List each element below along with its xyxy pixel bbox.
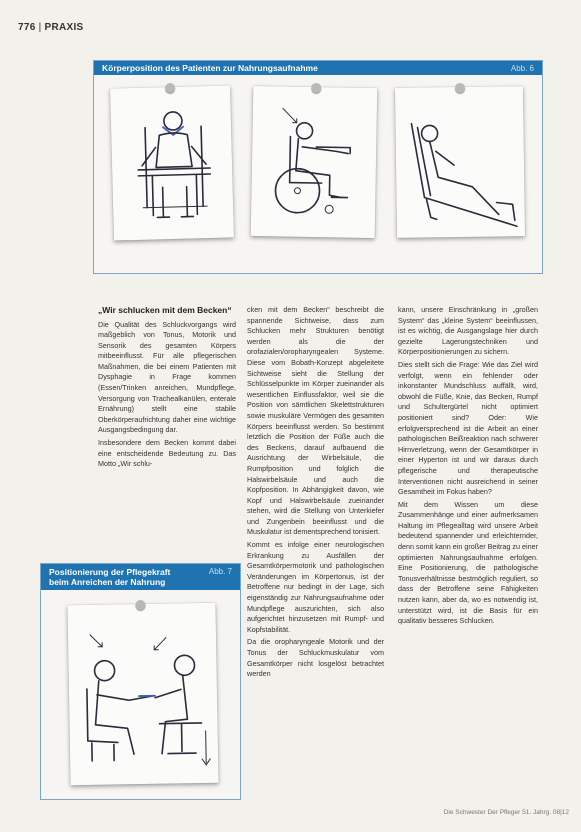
- feeding-illustration: [67, 603, 218, 786]
- paragraph: Da die oropharyngeale Motorik und der Tonus der Schluckmuskulatur vom Gesamtkörper nicht losgelöst betrachtet werden: [247, 637, 384, 679]
- photo-card-bed-position: [395, 86, 525, 238]
- wheelchair-front-illustration: [110, 85, 234, 240]
- paragraph: Dies stellt sich die Frage: Wie das Ziel wird verfolgt, wenn ein fehlender oder inkonstanter Mundschluss auffällt, wird, obwohl die Füße, Knie, das Becken, Rumpf und Schultergürtel nicht optimiert positioniert sind? Oder: Wie erfolgversprechend ist die Arbeit an einer pathologischen Beißreaktion nach schwerer Hirnverletzung, wenn der Gesamtkörper in einer Hyperton ist und wir daraus durch pflegerische und therapeutische Interventionen nicht ausreichend in seiner Gesamtheit im Fokus haben?: [398, 359, 538, 497]
- paragraph: cken mit dem Becken“ beschreibt die spannende Sichtweise, dass zum Schlucken mehr Strukturen benötigt werden als die der orofazialen/oropharyngealen Systeme. Diese vom Bobath-Konzept abgeleitete Sichtweise sieht die Stellung der Schlüsselpunkte im Körper zueinander als wesentlichen Einflussfaktor, weil sie die Position von sämtlichen Skelettstrukturen sowie muskuläre Vermögen des gesamten Körpers beeinflusst werden. So bestimmt letztlich die Position der Füße auch die des Beckens, darauf aufbauend die Ausrichtung der Wirbelsäule, die Rumpfposition und folglich die Halswirbelsäule und auch die Kopfposition. In Abhängigkeit davon, wie Kopf und Halswirbelsäule zueinander stehen, wird die Stellung von Unterkiefer und Zungenbein beeinflusst und die Muskulatur ist dementsprechend tonisiert.: [247, 305, 384, 537]
- photo-card-front-view: [110, 85, 234, 240]
- figure-box-caregiver-position: [40, 563, 241, 800]
- section-label: PRAXIS: [44, 22, 84, 33]
- pin-icon: [135, 600, 145, 610]
- photo-card-side-view: [251, 86, 378, 238]
- article-heading: „Wir schlucken mit dem Becken“: [98, 305, 232, 315]
- paragraph: kann, unsere Einschränkung in „großen System“ das „kleine System“ beeinflussen, ist es wichtig, die Ausgangslage hier durch gezielte Lagerungstechniken und Körperpositionierungen zu sichern.: [398, 305, 538, 357]
- article-column-1: [98, 305, 236, 472]
- page-footer: Die Schwester Der Pfleger 51. Jahrg. 08|12: [443, 809, 569, 816]
- page-header: 776 | PRAXIS: [18, 22, 84, 33]
- figure-box-title-bar: [41, 564, 240, 590]
- paragraph: Insbesondere dem Becken kommt dabei eine entscheidende Bedeutung zu. Das Motto „Wir schlu-: [98, 438, 236, 469]
- article-column-3: [398, 305, 538, 629]
- figure-ref: Abb. 6: [510, 63, 534, 73]
- paragraph: Mit dem Wissen um diese Zusammenhänge und einer aufmerksamen Haltung im Pflegealltag wird unsere Arbeit bedeutend spannender und erleichternder, denn somit kann ein großer Beitrag zu einer optimierten Nahrungsaufnahme erfolgen. Eine Positionierung, die pathologische Tonusverhältnisse bestmöglich reguliert, so dass der Betroffene seine Fähigkeiten nutzen kann, aber da, wo es notwendig ist, unterstützt wird, ist die Basis für ein qualitativ besseres Schlucken.: [398, 499, 538, 626]
- figure-title: Positionierung der Pflegekraft beim Anreichen der Nahrung: [49, 567, 171, 587]
- page-number: 776: [18, 22, 36, 33]
- figure-ref: Abb. 7: [208, 567, 232, 576]
- pin-icon: [455, 83, 465, 93]
- article-column-2: [247, 305, 384, 682]
- bed-position-illustration: [395, 86, 525, 238]
- paragraph: Kommt es infolge einer neurologischen Erkrankung zu Ausfällen der Gesamtkörpermotorik und pathologischen Veränderungen im Körpertonus, ist der Betroffene nur bedingt in der Lage, sich eigenständig zur Nahrungsaufnahme oder Mundpflege auszurichten, sich also aufgerichtet hinzusetzen mit Rumpf- und Kopfstabilität.: [247, 540, 384, 634]
- photo-card-feeding: [67, 603, 218, 786]
- figure-box-title-bar: [94, 61, 542, 75]
- wheelchair-side-illustration: [251, 86, 378, 238]
- paragraph: Die Qualität des Schluckvorgangs wird maßgeblich von Tonus, Motorik und Sensorik des gesamten Körpers mitbeeinflusst. Für alle pflegerischen Maßnahmen, die bei einem Patienten mit Dysphagie in Frage kommen (Essen/Trinken anreichen, Mundpflege, Versorgung von Trachealkanülen, enterale Ernährung) stellt eine stabile Oberkörperaufrichtung daher eine wichtige Ausgangsbedingung dar.: [98, 319, 236, 435]
- figure-box-body-position: [93, 60, 543, 274]
- figure-title: Körperposition des Patienten zur Nahrungsaufnahme: [102, 63, 318, 73]
